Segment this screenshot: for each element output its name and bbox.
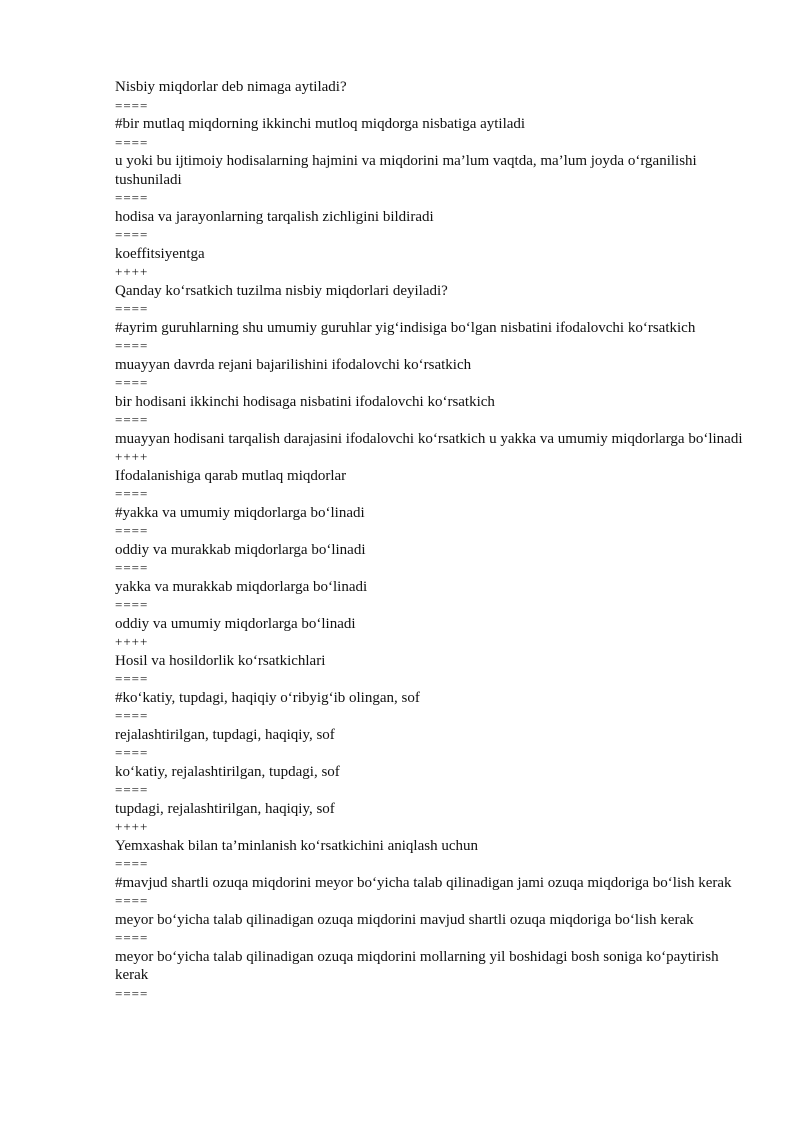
text-line: bir hodisani ikkinchi hodisaga nisbatini ifodalovchi ko‘rsatkich: [115, 393, 495, 410]
text-line: muayyan davrda rejani bajarilishini ifodalovchi ko‘rsatkich: [115, 356, 472, 373]
text-line: meyor bo‘yicha talab qilinadigan ozuqa miqdorini mavjud shartli ozuqa miqdoriga bo‘lish kerak: [115, 911, 694, 928]
separator-line: ====: [115, 671, 149, 686]
separator-line: ====: [115, 893, 149, 908]
separator-line: ====: [115, 856, 149, 871]
separator-line: ++++: [115, 634, 149, 649]
separator-line: ++++: [115, 449, 149, 464]
text-line: meyor bo‘yicha talab qilinadigan ozuqa miqdorini mollarning yil boshidagi bosh soniga ko‘paytirish kerak: [115, 948, 719, 983]
text-line: Ifodalanishiga qarab mutlaq miqdorlar: [115, 467, 347, 484]
text-line: tupdagi, rejalashtirilgan, haqiqiy, sof: [115, 800, 335, 817]
text-line: Yemxashak bilan ta’minlanish ko‘rsatkichini aniqlash uchun: [115, 837, 478, 854]
separator-line: ====: [115, 227, 149, 242]
separator-line: ====: [115, 708, 149, 723]
separator-line: ====: [115, 375, 149, 390]
text-line: #mavjud shartli ozuqa miqdorini meyor bo‘yicha talab qilinadigan jami ozuqa miqdoriga bo‘lish kerak: [115, 874, 732, 891]
separator-line: ====: [115, 301, 149, 316]
separator-line: ====: [115, 486, 149, 501]
separator-line: ====: [115, 97, 149, 113]
separator-line: ++++: [115, 819, 149, 834]
text-line: u yoki bu ijtimoiy hodisalarning hajmini va miqdorini ma’lum vaqtda, ma’lum joyda o‘rganilishi tushuniladi: [115, 153, 697, 188]
text-line: oddiy va umumiy miqdorlarga bo‘linadi: [115, 615, 356, 632]
separator-line: ====: [115, 338, 149, 353]
text-line: rejalashtirilgan, tupdagi, haqiqiy, sof: [115, 726, 335, 743]
text-line: hodisa va jarayonlarning tarqalish zichligini bildiradi: [115, 208, 434, 225]
text-line: Hosil va hosildorlik ko‘rsatkichlari: [115, 652, 326, 669]
separator-line: ====: [115, 190, 149, 205]
separator-line: ====: [115, 745, 149, 760]
separator-line: ====: [115, 782, 149, 797]
separator-line: ++++: [115, 264, 149, 279]
text-line: #ayrim guruhlarning shu umumiy guruhlar yig‘indisiga bo‘lgan nisbatini ifodalovchi ko‘rsatkich: [115, 319, 696, 336]
text-line: #bir mutlaq miqdorning ikkinchi mutloq miqdorga nisbatiga aytiladi: [115, 116, 526, 132]
separator-line: ====: [115, 930, 149, 945]
text-line: oddiy va murakkab miqdorlarga bo‘linadi: [115, 541, 366, 558]
separator-line: ====: [115, 597, 149, 612]
text-line: ko‘katiy, rejalashtirilgan, tupdagi, sof: [115, 763, 340, 780]
separator-line: ====: [115, 523, 149, 538]
separator-line: ====: [115, 560, 149, 575]
document-body: [115, 78, 755, 1003]
text-line: #yakka va umumiy miqdorlarga bo‘linadi: [115, 504, 365, 521]
text-line: Qanday ko‘rsatkich tuzilma nisbiy miqdorlari deyiladi?: [115, 282, 448, 299]
text-line: Nisbiy miqdorlar deb nimaga aytiladi?: [115, 79, 347, 95]
separator-line: ====: [115, 985, 149, 1001]
text-line: #ko‘katiy, tupdagi, haqiqiy o‘ribyig‘ib olingan, sof: [115, 689, 420, 706]
text-line: yakka va murakkab miqdorlarga bo‘linadi: [115, 578, 368, 595]
text-line: koeffitsiyentga: [115, 245, 205, 262]
separator-line: ====: [115, 412, 149, 427]
text-line: muayyan hodisani tarqalish darajasini ifodalovchi ko‘rsatkich u yakka va umumiy miqdorlarga bo‘linadi: [115, 430, 743, 447]
separator-line: ====: [115, 134, 149, 150]
